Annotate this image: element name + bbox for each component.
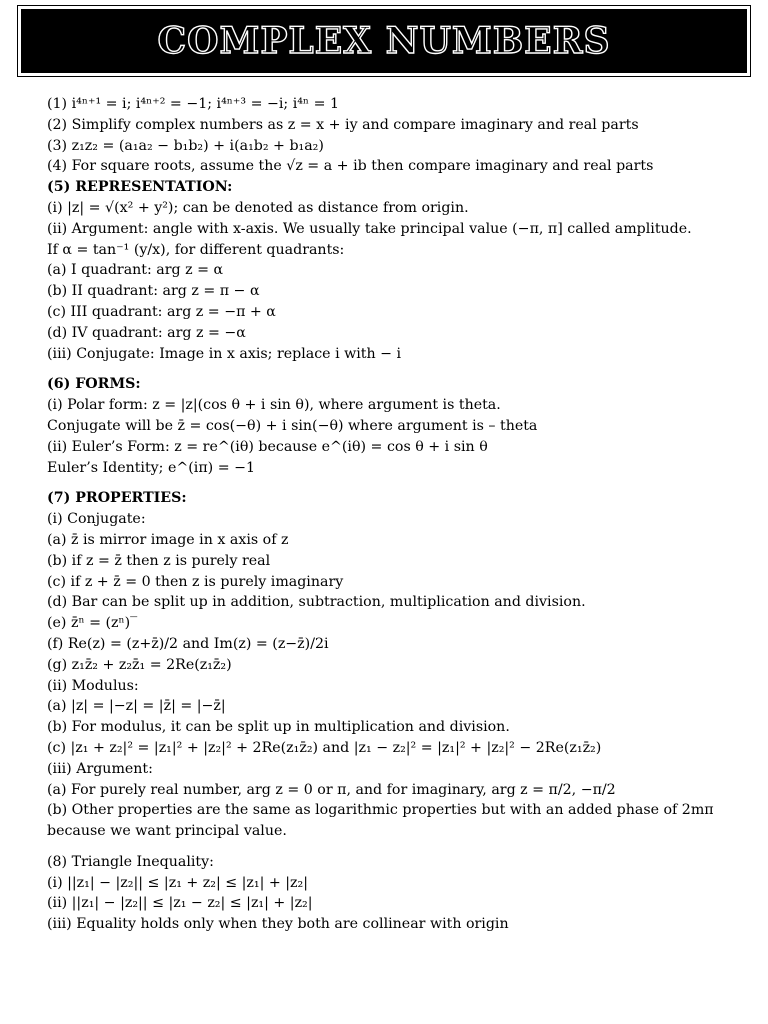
section-heading: (7) PROPERTIES: — [47, 490, 187, 507]
note-line: (b) if z = z̄ then z is purely real — [47, 552, 271, 569]
note-line: (iii) Argument: — [47, 760, 153, 777]
note-line: (d) IV quadrant: arg z = −α — [47, 324, 246, 341]
note-line: (ii) Modulus: — [47, 677, 139, 694]
section-heading: (6) FORMS: — [47, 376, 141, 393]
notes-body — [47, 94, 747, 935]
note-line: (3) z₁z₂ = (a₁a₂ − b₁b₂) + i(a₁b₂ + b₁a₂) — [47, 137, 324, 154]
note-line: (i) Polar form: z = |z|(cos θ + i sin θ), where argument is theta. — [47, 397, 501, 414]
note-line: because we want principal value. — [47, 823, 287, 840]
title-banner — [17, 5, 751, 77]
note-line: (c) |z₁ + z₂|² = |z₁|² + |z₂|² + 2Re(z₁z̄₂) and |z₁ − z₂|² = |z₁|² + |z₂|² − 2Re(z₁z̄₂) — [47, 739, 602, 756]
note-line: (c) if z + z̄ = 0 then z is purely imaginary — [47, 573, 344, 590]
note-line: (i) |z| = √(x² + y²); can be denoted as distance from origin. — [47, 199, 469, 216]
note-line: (iii) Equality holds only when they both are collinear with origin — [47, 916, 509, 933]
note-line: (ii) ||z₁| − |z₂|| ≤ |z₁ − z₂| ≤ |z₁| + |z₂| — [47, 895, 313, 912]
title-banner-fill — [21, 9, 747, 73]
note-line: (b) For modulus, it can be split up in multiplication and division. — [47, 719, 510, 736]
note-line: (a) |z| = |−z| = |z̄| = |−z̄| — [47, 698, 226, 715]
note-line: (1) i⁴ⁿ⁺¹ = i; i⁴ⁿ⁺² = −1; i⁴ⁿ⁺³ = −i; i⁴ⁿ = 1 — [47, 96, 339, 112]
note-line: (d) Bar can be split up in addition, subtraction, multiplication and division. — [47, 594, 586, 611]
note-line: (4) For square roots, assume the √z = a + ib then compare imaginary and real parts — [47, 158, 654, 175]
note-line: (b) Other properties are the same as logarithmic properties but with an added phase of 2mπ — [47, 802, 714, 819]
note-line: (g) z₁z̄₂ + z₂z̄₁ = 2Re(z₁z̄₂) — [47, 656, 232, 673]
section-heading: (5) REPRESENTATION: — [47, 179, 233, 196]
note-line: (i) ||z₁| − |z₂|| ≤ |z₁ + z₂| ≤ |z₁| + |z₂| — [47, 874, 308, 891]
note-line: If α = tan⁻¹ (y/x), for different quadrants: — [47, 241, 345, 258]
note-line: (ii) Argument: angle with x-axis. We usually take principal value (−π, π] called amplitude. — [47, 220, 692, 237]
note-line: (iii) Conjugate: Image in x axis; replace i with − i — [47, 345, 402, 362]
note-line: (a) For purely real number, arg z = 0 or π, and for imaginary, arg z = π/2, −π/2 — [47, 781, 616, 798]
note-line: (i) Conjugate: — [47, 511, 146, 528]
note-line: (e) z̄ⁿ = (zⁿ)‾ — [47, 615, 138, 632]
note-line: (a) I quadrant: arg z = α — [47, 262, 224, 279]
note-line: (f) Re(z) = (z+z̄)/2 and Im(z) = (z−z̄)/2i — [47, 635, 329, 652]
note-line: (c) III quadrant: arg z = −π + α — [47, 303, 276, 320]
section-heading: (8) Triangle Inequality: — [47, 853, 214, 870]
note-line: (b) II quadrant: arg z = π − α — [47, 283, 260, 300]
note-line: (2) Simplify complex numbers as z = x + iy and compare imaginary and real parts — [47, 116, 639, 133]
note-line: Conjugate will be z̄ = cos(−θ) + i sin(−θ) where argument is – theta — [47, 417, 538, 434]
note-line: (ii) Euler’s Form: z = re^(iθ) because e^(iθ) = cos θ + i sin θ — [47, 438, 488, 455]
note-line: (a) z̄ is mirror image in x axis of z — [47, 531, 289, 548]
page-title: COMPLEX NUMBERS — [157, 20, 611, 62]
note-line: Euler’s Identity; e^(iπ) = −1 — [47, 459, 256, 476]
